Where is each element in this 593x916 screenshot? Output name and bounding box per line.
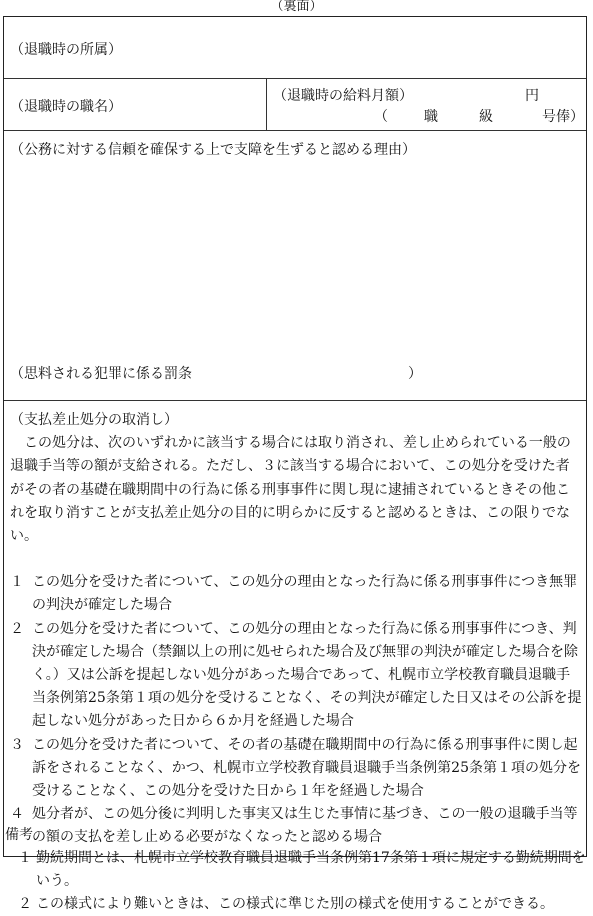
form-table bbox=[3, 16, 587, 857]
cancellation-intro: この処分は、次のいずれかに該当する場合には取り消され、差し止められている一般の退職手当等の額が支給される。ただし、３に該当する場合において、この処分を受けた者がその者の基礎在職期間中の行為に係る刑事事件に関し現に逮捕されているときその他これを取り消すことが支払差止処分の目的に明らかに反すると認めるときは、この限りでない。 bbox=[10, 435, 571, 545]
position-salary-row bbox=[4, 79, 586, 131]
grade-open-paren: （ bbox=[374, 109, 388, 125]
item-text: この処分を受けた者について、この処分の理由となった行為に係る刑事事件につき無罪の判決が確定した場合 bbox=[32, 574, 578, 614]
reason-row bbox=[4, 131, 586, 401]
department-label: （退職時の所属） bbox=[10, 42, 122, 58]
position-cell bbox=[4, 79, 267, 130]
yen-label: 円 bbox=[525, 88, 539, 104]
note-text: 勤続期間とは、札幌市立学校教育職員退職手当条例第17条第１項に規定する勤続期間をいう。 bbox=[36, 850, 586, 889]
gouho-label: 号俸） bbox=[542, 109, 584, 125]
cancellation-row bbox=[4, 401, 586, 856]
item-number: ３ bbox=[10, 736, 24, 753]
salary-label: （退職時の給料月額） bbox=[273, 88, 413, 104]
salary-cell bbox=[267, 79, 586, 130]
department-row bbox=[4, 17, 586, 79]
cancellation-item bbox=[10, 734, 582, 804]
item-number: ２ bbox=[10, 620, 24, 637]
cancellation-item bbox=[10, 571, 582, 617]
note-item bbox=[5, 893, 587, 916]
page-heading: （裏面） bbox=[270, 0, 323, 14]
note-item bbox=[5, 847, 587, 893]
item-number: ４ bbox=[10, 806, 24, 823]
position-label: （退職時の職名） bbox=[10, 99, 122, 115]
kyu-label: 級 bbox=[479, 109, 493, 125]
notes-title: 備考 bbox=[5, 827, 33, 843]
cancellation-title: （支払差止処分の取消し） bbox=[10, 412, 178, 428]
reason-label: （公務に対する信頼を確保する上で支障を生ずると認める理由） bbox=[10, 142, 416, 158]
item-text: 処分者が、この処分後に判明した事実又は生じた事情に基づき、この一般の退職手当等の額の支払を差し止める必要がなくなったと認める場合 bbox=[32, 806, 578, 846]
penalty-close-paren: ） bbox=[408, 366, 422, 382]
penalty-label: （思料される犯罪に係る罰条 bbox=[10, 366, 192, 382]
item-number: １ bbox=[10, 574, 24, 591]
note-text: この様式により難いときは、この様式に準じた別の様式を使用することができる。 bbox=[36, 896, 554, 912]
item-text: この処分を受けた者について、その者の基礎在職期間中の行為に係る刑事事件に関し起訴をされることなく、かつ、札幌市立学校教育職員退職手当条例第25条第１項の処分を受けることなく、この処分を受けた日から１年を経過した場合 bbox=[32, 736, 581, 800]
shoku-label: 職 bbox=[424, 109, 438, 125]
note-number: １ bbox=[18, 850, 32, 866]
note-number: ２ bbox=[18, 896, 32, 912]
notes-section bbox=[5, 824, 587, 916]
cancellation-item bbox=[10, 618, 582, 734]
item-text: この処分を受けた者について、この処分の理由となった行為に係る刑事事件につき、判決が確定した場合（禁錮以上の刑に処せられた場合及び無罪の判決が確定した場合を除く。）又は公訴を提起しない処分があった場合であって、札幌市立学校教育職員退職手当条例第25条第１項の処分を受けることなく、その判決が確定した日又はその公訴を提起しない処分があった日から６か月を経過した場合 bbox=[32, 620, 582, 730]
spacer bbox=[10, 548, 582, 571]
